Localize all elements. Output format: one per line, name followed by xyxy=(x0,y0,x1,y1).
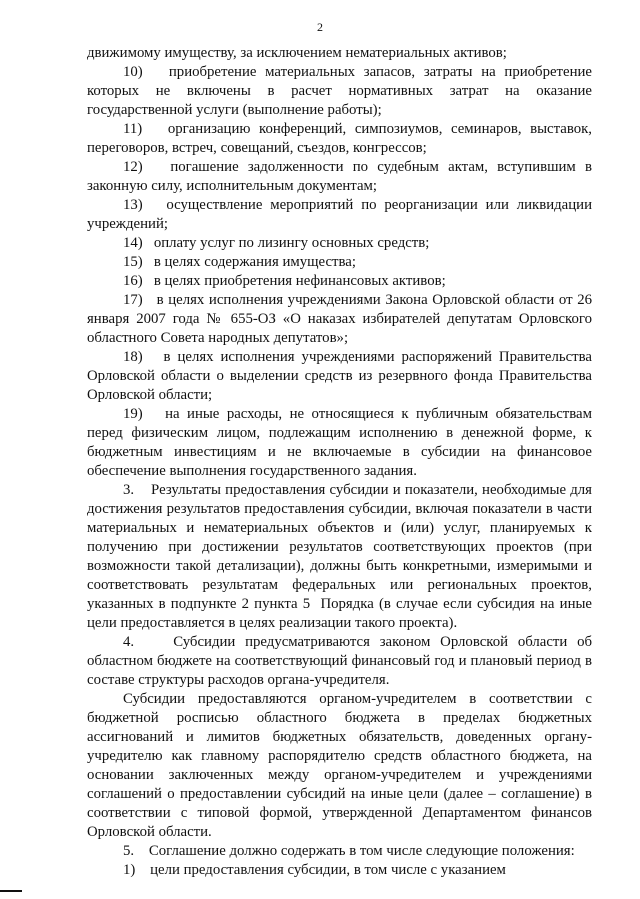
section-3: 3. Результаты предоставления субсидии и показатели, необходимые для достижения результатов предоставления субсидии, включая показатели в части материальных и нематериальных объектов и (или) услуг, планируемых к получению при достижении результатов соответствующих проектов (при возможности такой детализации), должны быть конкретными, измеримыми и соответствовать результатам федеральных или региональных проектов, указанных в подпункте 2 пункта 5 Порядка (в случае если субсидия на иные цели предоставляется в целях реализации такого проекта). xyxy=(87,482,592,631)
list-item-13: 13) осуществление мероприятий по реорганизации или ликвидации учреждений; xyxy=(87,197,592,232)
margin-mark xyxy=(0,890,22,892)
list-item-15: 15) в целях содержания имущества; xyxy=(123,254,356,270)
page-number: 2 xyxy=(317,20,323,34)
list-item-12: 12) погашение задолженности по судебным актам, вступившим в законную силу, исполнительным документам; xyxy=(87,159,592,194)
list-item-10: 10) приобретение материальных запасов, затраты на приобретение которых не включены в расчет нормативных затрат на оказание государственной услуги (выполнение работы); xyxy=(87,64,592,118)
section-4-subsidies: Субсидии предоставляются органом-учредителем в соответствии с бюджетной росписью областного бюджета в пределах бюджетных ассигнований и лимитов бюджетных обязательств, доведенных органу-учредителю как главному распорядителю средств областного бюджета, на основании заключенных между органом-учредителем и учреждениями соглашений о предоставлении субсидий на иные цели (далее – соглашение) в соответствии с типовой формой, утвержденной Департаментом финансов Орловской области. xyxy=(87,691,592,840)
section-5-item-1: 1) цели предоставления субсидии, в том числе с указанием xyxy=(123,862,506,878)
document-body xyxy=(87,44,592,880)
section-5: 5. Соглашение должно содержать в том числе следующие положения: xyxy=(123,843,575,859)
list-item-19: 19) на иные расходы, не относящиеся к публичным обязательствам перед физическим лицом, подлежащим исполнению в денежной форме, к бюджетным инвестициям и не включаемые в субсидии на финансовое обеспечение выполнения государственного задания. xyxy=(87,406,592,479)
list-item-17: 17) в целях исполнения учреждениями Закона Орловской области от 26 января 2007 года № 655-ОЗ «О наказах избирателей депутатам Орловского областного Совета народных депутатов»; xyxy=(87,292,592,346)
list-item-18: 18) в целях исполнения учреждениями распоряжений Правительства Орловской области о выделении средств из резервного фонда Правительства Орловской области; xyxy=(87,349,592,403)
section-4: 4. Субсидии предусматриваются законом Орловской области об областном бюджете на соответствующий финансовый год и плановый период в составе структуры расходов органа-учредителя. xyxy=(87,634,592,688)
list-item-11: 11) организацию конференций, симпозиумов, семинаров, выставок, переговоров, встреч, совещаний, съездов, конгрессов; xyxy=(87,121,592,156)
list-item-16: 16) в целях приобретения нефинансовых активов; xyxy=(123,273,446,289)
list-item-14: 14) оплату услуг по лизингу основных средств; xyxy=(123,235,430,251)
paragraph-continuation: движимому имуществу, за исключением нематериальных активов; xyxy=(87,45,507,61)
